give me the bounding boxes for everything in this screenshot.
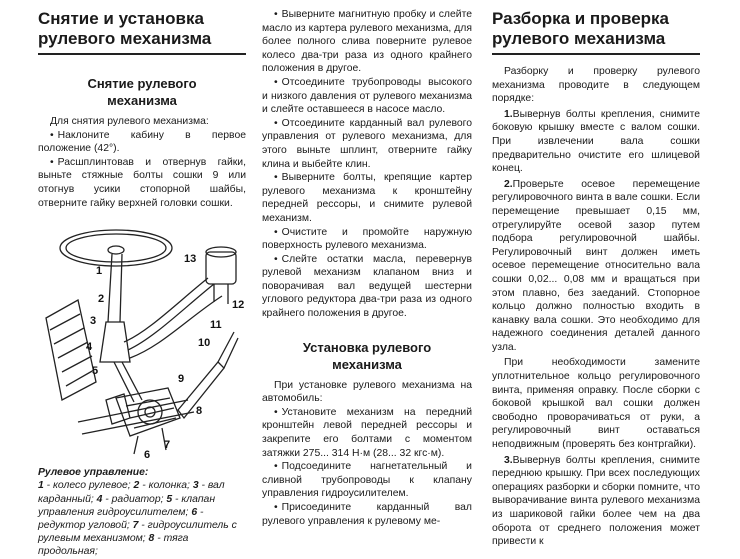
- list-item: • Присоедините карданный вал рулевого управления к рулевому ме-: [262, 502, 472, 527]
- label-3: 3: [90, 315, 97, 328]
- list-item: • Выверните магнитную пробку и слейте масло из картера рулевого механизма, для более полного слива поверните рулевое колесо два-три раза из одного крайнего положения в другое.: [262, 9, 472, 75]
- figure-caption: Рулевое управление: 1 - колесо рулевое; 2 - колонка; 3 - вал карданный; 4 - радиатор; 5 - клапан управления гидроусилителем; 6 - редуктор угловой; 7 - гидроусилитель с рулевым механизмом; 8 - тяга продольная;: [38, 467, 237, 558]
- list-item: • Очистите и промойте наружную поверхность рулевого механизма.: [262, 226, 472, 252]
- label-2: 2: [98, 293, 105, 306]
- section-title-disassembly: Разборка и проверка рулевого механизма: [492, 9, 669, 48]
- label-11: 11: [210, 319, 222, 332]
- list-item: • Подсоедините нагнетательный и сливной трубопроводы к клапану управления гидроусилителем.: [262, 461, 472, 500]
- installation-intro: При установке рулевого механизма на автомобиль:: [262, 379, 472, 405]
- column-middle: [262, 8, 472, 528]
- list-item: • Выверните болты, крепящие картер рулевого механизма к кронштейну передней рессоры, и снимите рулевой механизм.: [262, 172, 472, 224]
- label-12: 12: [232, 299, 245, 312]
- disassembly-intro: Разборку и проверку рулевого механизма проводите в следующем порядке:: [492, 66, 700, 105]
- step-1: 1.Вывернув болты крепления, снимите боковую крышку вместе с валом сошки. При извлечении вала сошки предварительно очистите его шлицевой конец.: [492, 108, 700, 175]
- title-rule: [492, 53, 700, 55]
- subtitle-installation: Установка рулевого механизма: [302, 339, 432, 372]
- removal-intro: Для снятия рулевого механизма:: [50, 116, 209, 127]
- list-item: • Слейте остатки масла, перевернув рулевой механизм клапаном вниз и поворачивая вал ведущей шестерни углового редуктора два-три раза из одного крайнего положения в другое.: [262, 253, 472, 320]
- title-rule: [38, 53, 246, 55]
- label-9: 9: [178, 373, 185, 386]
- column-left: [38, 0, 246, 559]
- step-3: 3.Вывернув болты крепления, снимите переднюю крышку. При всех последующих операциях разборки и сборки помните, что выворачивание винта рулевого механизма из шариковой гайки более чем на два оборота от среднего положения может привести к: [492, 454, 700, 548]
- list-item: • Отсоедините карданный вал рулевого управления от рулевого механизма, для этого выньте шплинт, отверните гайку клина и выбейте клин.: [262, 117, 472, 170]
- step-2: 2.Проверьте осевое перемещение регулировочного винта в вале сошки. Если перемещение превышает 0,15 мм, отрегулируйте осевой зазор путем подбора регулировочной шайбы. Регулировочный винт должен иметь осевое перемещение относительно вала сошки 0,02... 0,08 мм и вращаться при этом плавно, без заеданий. Стопорное кольцо должно полностью входить в канавку вала сошки. Это необходимо для надежного соединения деталей данного узла.: [492, 178, 700, 353]
- label-7: 7: [164, 439, 171, 452]
- label-1: 1: [96, 265, 103, 278]
- list-item: • Наклоните кабину в первое положение (42°).: [38, 129, 246, 155]
- label-5: 5: [92, 365, 99, 378]
- label-4: 4: [86, 341, 93, 354]
- label-13: 13: [184, 253, 197, 266]
- list-item: • Установите механизм на передний кронштейн левой передней рессоры и закрепите его болтами с моментом затяжки 275... 314 Н·м (28... 32 кгс·м).: [262, 406, 472, 459]
- label-6: 6: [144, 449, 151, 461]
- subtitle-removal: Снятие рулевого механизма: [87, 76, 197, 108]
- step-2-note: При необходимости замените уплотнительное кольцо регулировочного винта, применяя оправку. После сборки с боковой крышкой вал сошки должен свободно проворачиваться от руки, а регулировочный винт оставаться неподвижным (проверять без контргайки).: [492, 357, 700, 451]
- column-right: [492, 0, 700, 549]
- label-8: 8: [196, 405, 203, 418]
- list-item: • Отсоедините трубопроводы высокого и низкого давления от рулевого механизма и слейте оставшееся в насосе масло.: [262, 76, 472, 116]
- steering-system-diagram: [38, 222, 246, 460]
- label-10: 10: [198, 337, 211, 350]
- section-title-removal-installation: Снятие и установка рулевого механизма: [38, 9, 212, 48]
- list-item: • Расшплинтовав и отвернув гайки, выньте стяжные болты сошки 9 или отогнув усики стопорной шайбы, отверните гайку верхней головки сошки.: [38, 156, 246, 209]
